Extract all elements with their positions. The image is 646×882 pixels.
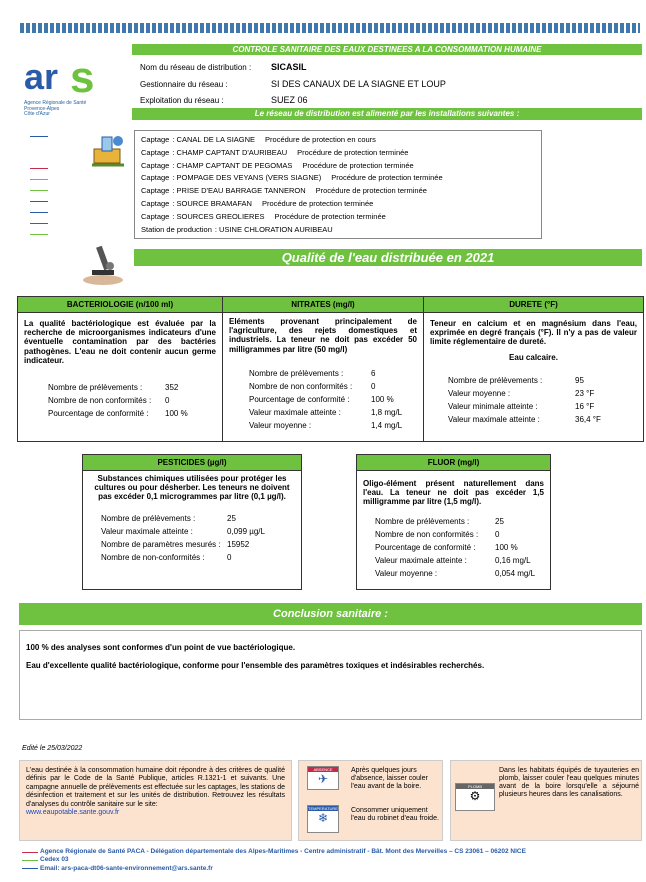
- nitrates-stat-label: Pourcentage de conformité :: [249, 395, 350, 404]
- pesticides-stat-label: Nombre de non-conformités :: [101, 552, 205, 562]
- installation-row: [141, 135, 535, 148]
- installation-status: Procédure de protection en cours: [265, 135, 376, 144]
- installation-status: Procédure de protection terminée: [261, 198, 374, 208]
- svg-text:ar: ar: [24, 56, 59, 97]
- bacterio-stat-value: 352: [165, 383, 179, 392]
- nitrates-stat-row: [249, 369, 423, 382]
- installation-status: Procédure de protection terminée: [331, 173, 443, 183]
- quality-title: Qualité de l'eau distribuée en 2021: [134, 249, 642, 266]
- durete-stat-value: 36,4 °F: [575, 414, 601, 424]
- nitrates-stat-value: 100 %: [371, 395, 394, 404]
- durete-title: DURETE (°F): [424, 297, 643, 313]
- durete-stat-row: [448, 402, 643, 415]
- tip-absence: Après quelques jours d'absence, laisser couler l'eau avant de la boire.: [351, 767, 428, 791]
- pesticides-stat-row: [101, 514, 301, 527]
- footer-dash-1: [22, 852, 38, 853]
- installation-name: : SOURCES GREOLIERES: [172, 211, 265, 221]
- nitrates-desc: Eléments provenant principalement de l'agriculture, des rejets domestiques et industriels. La teneur ne doit pas excéder 50 milligrammes par litre (50 mg/l): [229, 317, 417, 354]
- bacterio-stat-label: Nombre de prélèvements :: [48, 383, 143, 392]
- fluor-desc: Oligo-élément présent naturellement dans l'eau. La teneur ne doit pas excéder 1,5 milligramme par litre (1,5 mg/l).: [363, 479, 544, 507]
- bacterio-stat-row: [48, 383, 222, 396]
- nitrates-stat-row: [249, 395, 423, 408]
- installation-status: Procédure de protection terminée: [302, 160, 414, 170]
- bacterio-desc: La qualité bactériologique est évaluée par la recherche de microorganismes indicateurs d'une éventuelle contamination par des bactéries pathogènes. L'eau ne doit contenir aucun germe indicateur.: [24, 319, 216, 365]
- conclusion-line2: Eau d'excellente qualité bactériologique, conforme pour l'ensemble des paramètres toxiques et indésirables recherchés.: [26, 661, 485, 670]
- installation-name: : PRISE D'EAU BARRAGE TANNERON: [172, 186, 306, 196]
- fluor-stat-row: [375, 543, 550, 556]
- conclusion-box: [19, 630, 642, 720]
- nitrates-stat-label: Valeur maximale atteinte :: [249, 408, 341, 417]
- durete-stat-value: 23 °F: [575, 388, 595, 398]
- operator-value: SUEZ 06: [271, 95, 308, 105]
- conclusion-line1: 100 % des analyses sont conformes d'un point de vue bactériologique.: [26, 643, 296, 652]
- pesticides-stat-value: 0: [227, 552, 232, 562]
- absence-icon: ABSENCE ✈: [307, 766, 339, 790]
- installation-name: : USINE CHLORATION AURIBEAU: [214, 224, 333, 234]
- fluor-stat-value: 25: [495, 516, 504, 526]
- fluor-stat-value: 0,054 mg/L: [495, 568, 536, 578]
- installation-name: : CHAMP CAPTANT DE PEGOMAS: [172, 160, 293, 170]
- logo-sub2: Provence-Alpes: [24, 105, 60, 112]
- tips-box: [298, 760, 443, 841]
- fluor-stat-value: 0,16 mg/L: [495, 555, 531, 565]
- fluor-stat-value: 100 %: [495, 542, 518, 552]
- durete-stat-label: Valeur maximale atteinte :: [448, 414, 540, 424]
- installation-row: [141, 225, 535, 238]
- nitrates-stat-value: 1,4 mg/L: [371, 421, 403, 430]
- installation-type: Captage: [141, 135, 170, 144]
- bacterio-title: BACTERIOLOGIE (n/100 ml): [18, 297, 222, 313]
- installation-row: [141, 212, 535, 225]
- bacterio-stat-label: Pourcentage de conformité :: [48, 409, 149, 418]
- logo-sub1: Agence Régionale de Santé: [24, 100, 87, 106]
- installation-row: [141, 148, 535, 161]
- edited-date: Edité le 25/03/2022: [22, 745, 83, 752]
- manager-label: Gestionnaire du réseau :: [140, 80, 228, 89]
- installation-name: : POMPAGE DES VEYANS (VERS SIAGNE): [172, 173, 322, 183]
- nitrates-title: NITRATES (mg/l): [223, 297, 423, 313]
- pesticides-stat-row: [101, 553, 301, 566]
- installation-row: [141, 199, 535, 212]
- main-params-table: [17, 296, 644, 442]
- nitrates-stat-value: 0: [371, 382, 376, 391]
- fluor-stat-label: Valeur moyenne :: [375, 568, 438, 578]
- fluor-stat-row: [375, 530, 550, 543]
- fluor-stat-value: 0: [495, 529, 500, 539]
- lead-pipe-icon: PLOMB ⚙: [455, 783, 495, 811]
- footer-address: [40, 848, 526, 873]
- fluor-stat-row: [375, 517, 550, 530]
- fluor-stat-row: [375, 556, 550, 569]
- durete-desc: Teneur en calcium et en magnésium dans l'eau, exprimée en degré français (°F). Il n'y a pas de valeur limite réglementaire de dureté.: [430, 319, 637, 347]
- tip-lead: Dans les habitats équipés de tuyauteries en plomb, laisser couler l'eau quelques minutes avant de la boire lorsqu'elle a séjourné plusieurs heures dans les canalisations.: [499, 767, 639, 799]
- installation-type: Captage: [141, 186, 170, 196]
- installation-row: [141, 186, 535, 199]
- eaupotable-link[interactable]: www.eaupotable.sante.gouv.fr: [26, 808, 120, 816]
- nitrates-stat-label: Nombre de non conformités :: [249, 382, 353, 391]
- bacterio-column: [18, 297, 223, 441]
- fluor-stat-row: [375, 569, 550, 582]
- header-banner: CONTROLE SANITAIRE DES EAUX DESTINEES A LA CONSOMMATION HUMAINE: [132, 44, 642, 55]
- installation-type: Captage: [141, 211, 170, 221]
- fluor-box: [356, 454, 551, 590]
- installation-status: Procédure de protection terminée: [274, 211, 386, 221]
- ars-logo: [24, 56, 114, 116]
- legal-box: [19, 760, 292, 841]
- installation-name: : SOURCE BRAMAFAN: [172, 198, 252, 208]
- network-label: Nom du réseau de distribution :: [140, 63, 252, 72]
- pesticides-stat-label: Valeur maximale atteinte :: [101, 526, 193, 536]
- footer-dash-2: [22, 860, 38, 861]
- durete-stat-row: [448, 389, 643, 402]
- water-source-icon: [88, 131, 128, 171]
- durete-stat-row: [448, 415, 643, 428]
- operator-label: Exploitation du réseau :: [140, 96, 224, 105]
- footer-dash-3: [22, 868, 38, 869]
- pesticides-stat-value: 15952: [227, 539, 250, 549]
- microscope-icon: [78, 240, 128, 286]
- address-line3: Email: ars-paca-dt06-sante-environnement@ars.sante.fr: [40, 864, 213, 872]
- fluor-title: FLUOR (mg/l): [357, 455, 550, 471]
- nitrates-column: [223, 297, 424, 441]
- nitrates-stat-value: 1,8 mg/L: [371, 408, 403, 417]
- nitrates-stat-value: 6: [371, 369, 376, 378]
- pesticides-stat-row: [101, 540, 301, 553]
- pesticides-stat-value: 25: [227, 513, 236, 523]
- installation-type: Captage: [141, 147, 170, 157]
- pesticides-stat-label: Nombre de prélèvements :: [101, 513, 196, 523]
- bacterio-stat-label: Nombre de non conformités :: [48, 396, 152, 405]
- installation-row: [141, 173, 535, 186]
- pesticides-stat-row: [101, 527, 301, 540]
- bacterio-stat-value: 0: [165, 396, 170, 405]
- legal-text: L'eau destinée à la consommation humaine doit répondre à des critères de qualité définis par le Code de la Santé Publique, articles R.1321-1 et suivants. Une campagne annuelle de prélèvements est effectuée sur les captages, les stations de désinfection et traitement et sur les unités de distribution. Retrouvez les résultats d'analyses du contrôle sanitaire sur le site:: [26, 767, 285, 808]
- nitrates-stat-label: Nombre de prélèvements :: [249, 369, 344, 378]
- installation-status: Procédure de protection terminée: [297, 147, 409, 157]
- fluor-stat-label: Nombre de non conformités :: [375, 529, 479, 539]
- installation-name: : CANAL DE LA SIAGNE: [172, 135, 256, 144]
- lead-tip-box: [450, 760, 642, 841]
- installation-name: : CHAMP CAPTANT D'AURIBEAU: [172, 147, 288, 157]
- durete-stat-label: Valeur moyenne :: [448, 388, 511, 398]
- top-decorative-bar: [20, 23, 640, 33]
- durete-verdict: Eau calcaire.: [509, 352, 558, 362]
- durete-stat-value: 95: [575, 375, 584, 385]
- temperature-icon: TEMPERATURE ❄: [307, 805, 339, 833]
- pesticides-stat-value: 0,099 µg/L: [227, 526, 265, 536]
- installation-type: Captage: [141, 160, 170, 170]
- manager-value: SI DES CANAUX DE LA SIAGNE ET LOUP: [271, 79, 446, 89]
- svg-text:s: s: [70, 56, 95, 98]
- durete-stat-label: Nombre de prélèvements :: [448, 375, 543, 385]
- pesticides-desc: Substances chimiques utilisées pour protéger les cultures ou pour désherber. Les teneurs ne doivent pas excéder 0,1 microgrammes par litre (0,1 µg/l).: [94, 474, 290, 502]
- durete-column: [424, 297, 643, 441]
- pesticides-title: PESTICIDES (µg/l): [83, 455, 301, 471]
- bacterio-stat-value: 100 %: [165, 409, 188, 418]
- pesticides-box: [82, 454, 302, 590]
- bacterio-stat-row: [48, 409, 222, 422]
- installation-type: Captage: [141, 198, 170, 208]
- side-dashes: [30, 136, 48, 235]
- durete-stat-label: Valeur minimale atteinte :: [448, 401, 538, 411]
- nitrates-stat-row: [249, 408, 423, 421]
- durete-stat-row: [448, 376, 643, 389]
- fluor-stat-label: Nombre de prélèvements :: [375, 516, 470, 526]
- address-line2: Cedex 03: [40, 856, 69, 864]
- supply-banner: Le réseau de distribution est alimenté par les installations suivantes :: [132, 108, 642, 120]
- nitrates-stat-label: Valeur moyenne :: [249, 421, 312, 430]
- address-line1: Agence Régionale de Santé PACA - Délégation départementale des Alpes-Maritimes - Centre administratif - Bât. Mont des Merveilles – CS 23061 – 06202 NICE: [40, 848, 526, 855]
- nitrates-stat-row: [249, 382, 423, 395]
- pesticides-stat-label: Nombre de paramètres mesurés :: [101, 539, 221, 549]
- fluor-stat-label: Valeur maximale atteinte :: [375, 555, 467, 565]
- durete-stat-value: 16 °F: [575, 401, 595, 411]
- bacterio-stat-row: [48, 396, 222, 409]
- network-value: SICASIL: [271, 62, 307, 72]
- installations-box: [134, 130, 542, 239]
- installation-type: Captage: [141, 173, 170, 183]
- fluor-stat-label: Pourcentage de conformité :: [375, 542, 476, 552]
- tip-cold-water: Consommer uniquement l'eau du robinet d'eau froide.: [351, 807, 439, 823]
- logo-sub3: Côte d'Azur: [24, 111, 50, 117]
- installation-row: [141, 161, 535, 174]
- conclusion-title: Conclusion sanitaire :: [19, 603, 642, 625]
- ars-logo-mark: [24, 56, 110, 98]
- installation-status: Procédure de protection terminée: [315, 186, 427, 196]
- installation-type: Station de production: [141, 224, 212, 234]
- nitrates-stat-row: [249, 421, 423, 434]
